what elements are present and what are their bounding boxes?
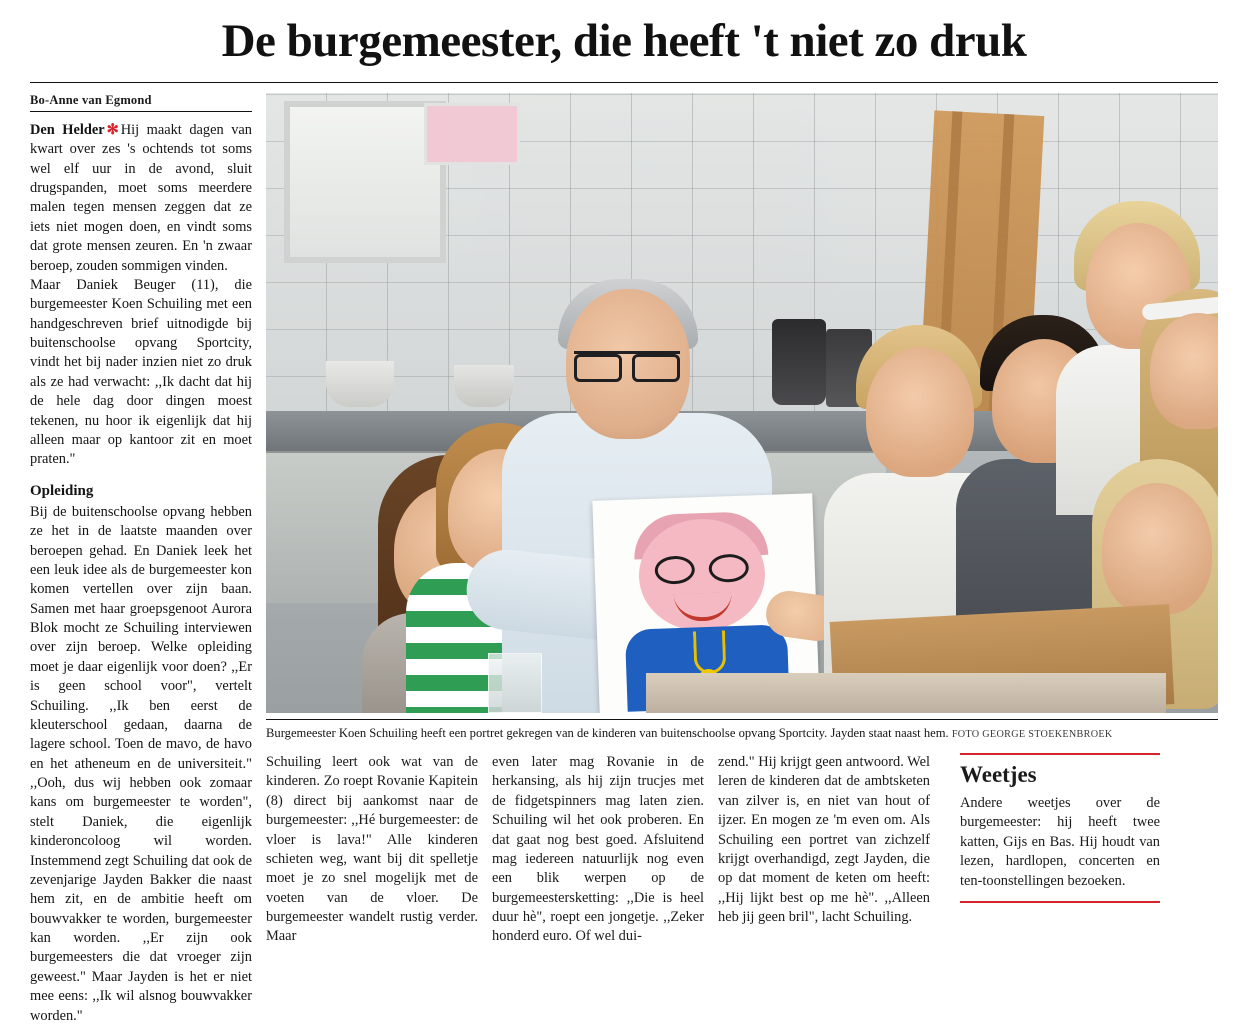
page-title: De burgemeester, die heeft 't niet zo druk [221,15,1027,67]
wall-poster [424,103,520,165]
bottom-column-1 [266,753,492,947]
sidebar-top-rule [960,753,1160,755]
bottom-column-2 [492,753,718,947]
intro-paragraph: Hij maakt dagen van kwart over zes 's ochtends tot soms wel elf uur in de avond, sluit drugspanden, moet soms meerdere malen tegen mensen zeggen dat ze iets niet mogen doen, en vindt soms dat grote mensen zeuren. En 'n zwaar beroep, zouden sommigen vinden. [30,121,252,274]
article-photo [266,93,1218,713]
bottom-column-1-text: Schuiling leert ook wat van de kinderen. Zo roept Rovanie Kapitein (8) direct bij aankomst naar de burgemeester: ,,Hé burgemeester: de vloer is lava!" Alle kinderen schieten weg, want bij dit spelletje moet je zo snel mogelijk met de voeten van de vloer. De burgemeester wandelt rustig verder. Maar [266,754,478,945]
caption-text: Burgemeester Koen Schuiling heeft een portret gekregen van de kinderen van buitenschoolse opvang Sportcity. Jayden staat naast hem. [266,725,949,740]
mayor-glasses [574,351,680,378]
sidebar-weetjes [944,753,1160,947]
photo-caption [266,719,1218,741]
kettle [772,319,826,405]
newspaper-page [0,15,1248,1024]
left-column [30,83,266,1026]
mixing-bowl-2 [454,365,514,407]
intro-text [30,121,252,1026]
bottom-column-3-text: zend." Hij krijgt geen antwoord. Wel leren de kinderen dat de ambtsketen van zilver is, en niet van hout of ijzer. En mogen ze 'm even om. Als Schuiling een portret van zichzelf krijgt overhandigd, zegt Jayden, die op dat moment de keten om heeft: ,,Hij lijkt best op me hè". ,,Alleen heb jij geen bril", lacht Schuiling. [718,754,930,926]
bottom-columns [266,753,1218,947]
opleiding-paragraph: Bij de buitenschoolse opvang hebben ze het in de laatste maanden over beroepen gehad. En Daniek leek het een leuk idee als de burgemeester kon komen vertellen over zijn baan. Samen met haar groepsgenoot Aurora Blok mocht ze Schuiling interviewen over zijn beroep. Welke opleiding moet je daar eigenlijk voor doen? ,,Er is geen school voor", vertelt Schuiling. ,,Ik ben eerst de kleuterschool gedaan, daarna de lagere school. Toen de mavo, de havo en het atheneum en de universiteit." ,,Ooh, dus wij hebben ook zomaar kans om burgemeester te worden", stelt Daniek, die eigenlijk kinderoncoloog wil worden. Instemmend zegt Schuiling dat ook de zevenjarige Jayden Bakker die naast hem zit, en de ambitie heeft om bouwvakker te worden, burgemeester kan worden. ,,Er zijn ook burgemeesters die dat vroeger zijn geweest." Maar Jayden is het er niet mee eens: ,,Ik wil alsnog bouwvakker worden." [30,503,252,1024]
star-icon: ✻ [106,121,119,138]
drinking-glass [488,653,542,713]
window [284,101,446,263]
child-head-c [866,347,974,477]
sidebar-bottom-rule [960,901,1160,903]
dateline: Den Helder [30,121,105,138]
article-body [30,83,1218,1026]
photo-credit: FOTO GEORGE STOEKENBROEK [951,728,1113,740]
mixing-bowl [326,361,394,407]
subheading-opleiding: Opleiding [30,482,94,499]
photo-background [266,93,1218,713]
intro-paragraph-2: Maar Daniek Beuger (11), die burgemeester Koen Schuiling met een handgeschreven brief uitnodigde bij buitenschoolse opvang Sportcity, vindt het bij nader inzien niet zo druk als ze had verwacht: ,,Ik dacht dat hij de hele dag door dingen moest tekenen, nu hoor ik eigenlijk dat hij alleen maar op kantoor zit en moet praten." [30,276,252,468]
bottom-column-2-text: even later mag Rovanie in de herkansing, als hij zijn trucjes met de fidgetspinners mag laten zien. Schuiling wil het ook proberen. En dat gaat nog best goed. Afsluitend mag iedereen natuurlijk nog even een blik werpen op de burgemeestersketting: ,,Die is heel duur hè", roept een jongetje. ,,Zeker honderd euro. Of wel dui- [492,754,704,945]
right-column [266,83,1218,1026]
sidebar-title: Weetjes [960,762,1037,788]
table-top [646,673,1166,713]
drawing-glasses [654,553,749,580]
bottom-column-3 [718,753,944,947]
drawing-mayoral-chain [693,630,726,674]
sidebar-text: Andere weetjes over de burgemeester: hij heeft twee katten, Gijs en Bas. Hij houdt van lezen, hardlopen, concerten en ten-toonstellingen bezoeken. [960,795,1160,889]
child-head-f [1102,483,1212,615]
byline: Bo-Anne van Egmond [30,93,252,112]
